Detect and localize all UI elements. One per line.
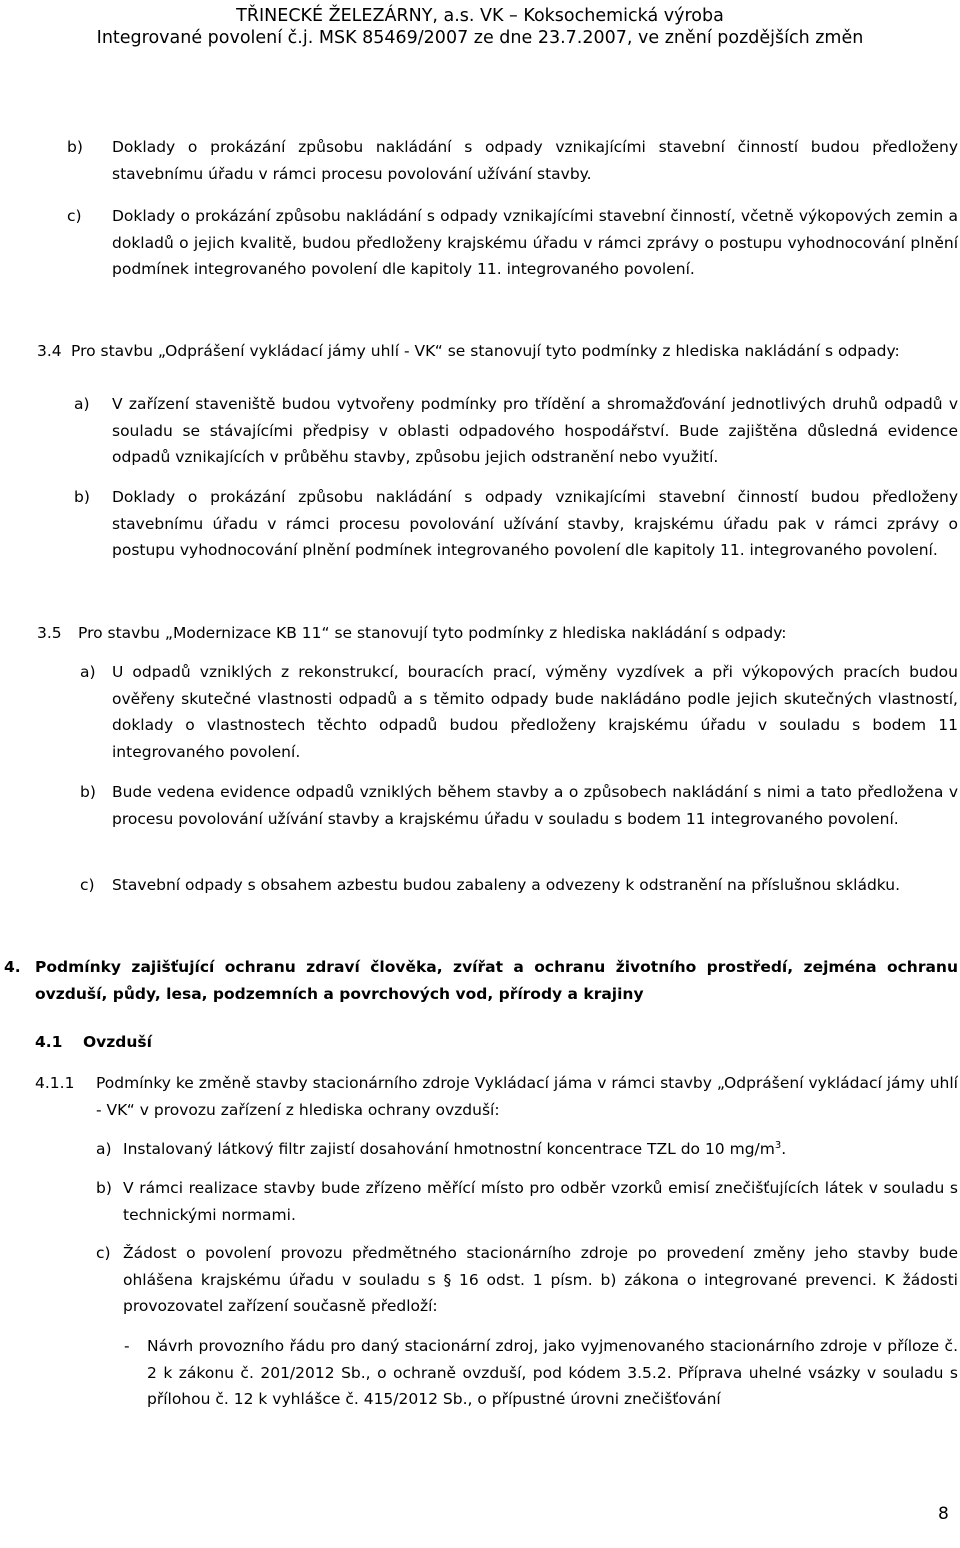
- section-heading: Podmínky zajišťující ochranu zdraví člověka, zvířat a ochranu životního prostředí, zejména ochranu ovzduší, půdy, lesa, podzemních a povrchových vod, přírody a krajiny: [35, 958, 958, 1003]
- item-text: V rámci realizace stavby bude zřízeno měřící místo pro odběr vzorků emisí znečišťujících látek v souladu s technickými normami.: [123, 1179, 958, 1224]
- section-number: 4.1.1: [35, 1074, 75, 1092]
- header-title: TŘINECKÉ ŽELEZÁRNY, a.s. VK – Koksochemická výroba: [236, 6, 724, 26]
- item-label: a): [96, 1140, 112, 1158]
- item-text: Doklady o prokázání způsobu nakládání s odpady vznikajícími stavební činností, včetně výkopových zemin a dokladů o jejich kvalitě, budou předloženy krajskému úřadu v rámci zprávy o postupu vyhodnocování plnění podmínek integrovaného povolení dle kapitoly 11. integrovaného povolení.: [112, 207, 958, 278]
- item-label: b): [74, 488, 90, 506]
- section-intro: Podmínky ke změně stavby stacionárního zdroje Vykládací jáma v rámci stavby „Odprášení vykládací jámy uhlí - VK“ v provozu zařízení z hlediska ochrany ovzduší:: [96, 1074, 958, 1119]
- item-text: Žádost o povolení provozu předmětného stacionárního zdroje po provedení změny jeho stavby bude ohlášena krajskému úřadu v souladu s § 16 odst. 1 písm. b) zákona o integrované prevenci. K žádosti provozovatel zařízení současně předloží:: [123, 1244, 958, 1315]
- section-number: 4.: [4, 958, 21, 976]
- item-label: c): [96, 1244, 111, 1262]
- item-label: c): [80, 876, 95, 894]
- bullet-dash: -: [124, 1337, 130, 1355]
- page-number: 8: [938, 1504, 949, 1524]
- superscript: 3: [774, 1139, 782, 1151]
- item-label: b): [96, 1179, 112, 1197]
- item-text: U odpadů vzniklých z rekonstrukcí, bouracích prací, výměny vyzdívek a při výkopových pracích budou ověřeny skutečné vlastnosti odpadů a s těmito odpady bude nakládáno podle jejich skutečných vlastností, doklady o vlastnostech těchto odpadů budou předloženy krajskému úřadu v souladu s bodem 11 integrovaného povolení.: [112, 663, 958, 761]
- section-number: 3.4: [37, 342, 62, 360]
- bullet-text: Návrh provozního řádu pro daný stacionární zdroj, jako vyjmenovaného stacionárního zdroje v příloze č. 2 k zákonu č. 201/2012 Sb., o ochraně ovzduší, pod kódem 3.5.2. Příprava uhelné vsázky v souladu s přílohou č. 12 k vyhlášce č. 415/2012 Sb., o přípustné úrovni znečišťování: [147, 1337, 958, 1408]
- item-text: V zařízení staveniště budou vytvořeny podmínky pro třídění a shromažďování jednotlivých druhů odpadů v souladu se stávajícími předpisy v oblasti odpadového hospodářství. Bude zajištěna důsledná evidence odpadů vznikajících v průběhu stavby, způsobu jejich odstranění nebo využití.: [112, 395, 958, 466]
- item-text: Doklady o prokázání způsobu nakládání s odpady vznikajícími stavební činností budou předloženy stavebnímu úřadu v rámci procesu povolování užívání stavby.: [112, 138, 958, 183]
- item-label: a): [80, 663, 96, 681]
- section-intro: Pro stavbu „Modernizace KB 11“ se stanovují tyto podmínky z hlediska nakládání s odpady:: [78, 624, 787, 642]
- item-label: a): [74, 395, 90, 413]
- item-text: Instalovaný látkový filtr zajistí dosahování hmotnostní koncentrace TZL do 10 $mg/m^3$.: [123, 1139, 787, 1158]
- item-text: Bude vedena evidence odpadů vzniklých během stavby a o způsobech nakládání s nimi a tato předložena v procesu povolování užívání stavby a krajskému úřadu v souladu s bodem 11 integrovaného povolení.: [112, 783, 958, 828]
- header-subtitle: Integrované povolení č.j. MSK 85469/2007 ze dne 23.7.2007, ve znění pozdějších změn: [96, 28, 864, 48]
- section-number: 4.1: [35, 1033, 63, 1051]
- section-intro: Pro stavbu „Odprášení vykládací jámy uhlí - VK“ se stanovují tyto podmínky z hlediska nakládání s odpady:: [71, 342, 900, 360]
- item-text: Doklady o prokázání způsobu nakládání s odpady vznikajícími stavební činností budou předloženy stavebnímu úřadu v rámci procesu povolování užívání stavby, krajskému úřadu pak v rámci zprávy o postupu vyhodnocování plnění podmínek integrovaného povolení dle kapitoly 11. integrovaného povolení.: [112, 488, 958, 559]
- section-heading: Ovzduší: [83, 1033, 152, 1051]
- item-text: Stavební odpady s obsahem azbestu budou zabaleny a odvezeny k odstranění na příslušnou skládku.: [112, 876, 901, 894]
- item-label: b): [80, 783, 96, 801]
- section-number: 3.5: [37, 624, 62, 642]
- item-label: c): [67, 207, 82, 225]
- item-label: b): [67, 138, 83, 156]
